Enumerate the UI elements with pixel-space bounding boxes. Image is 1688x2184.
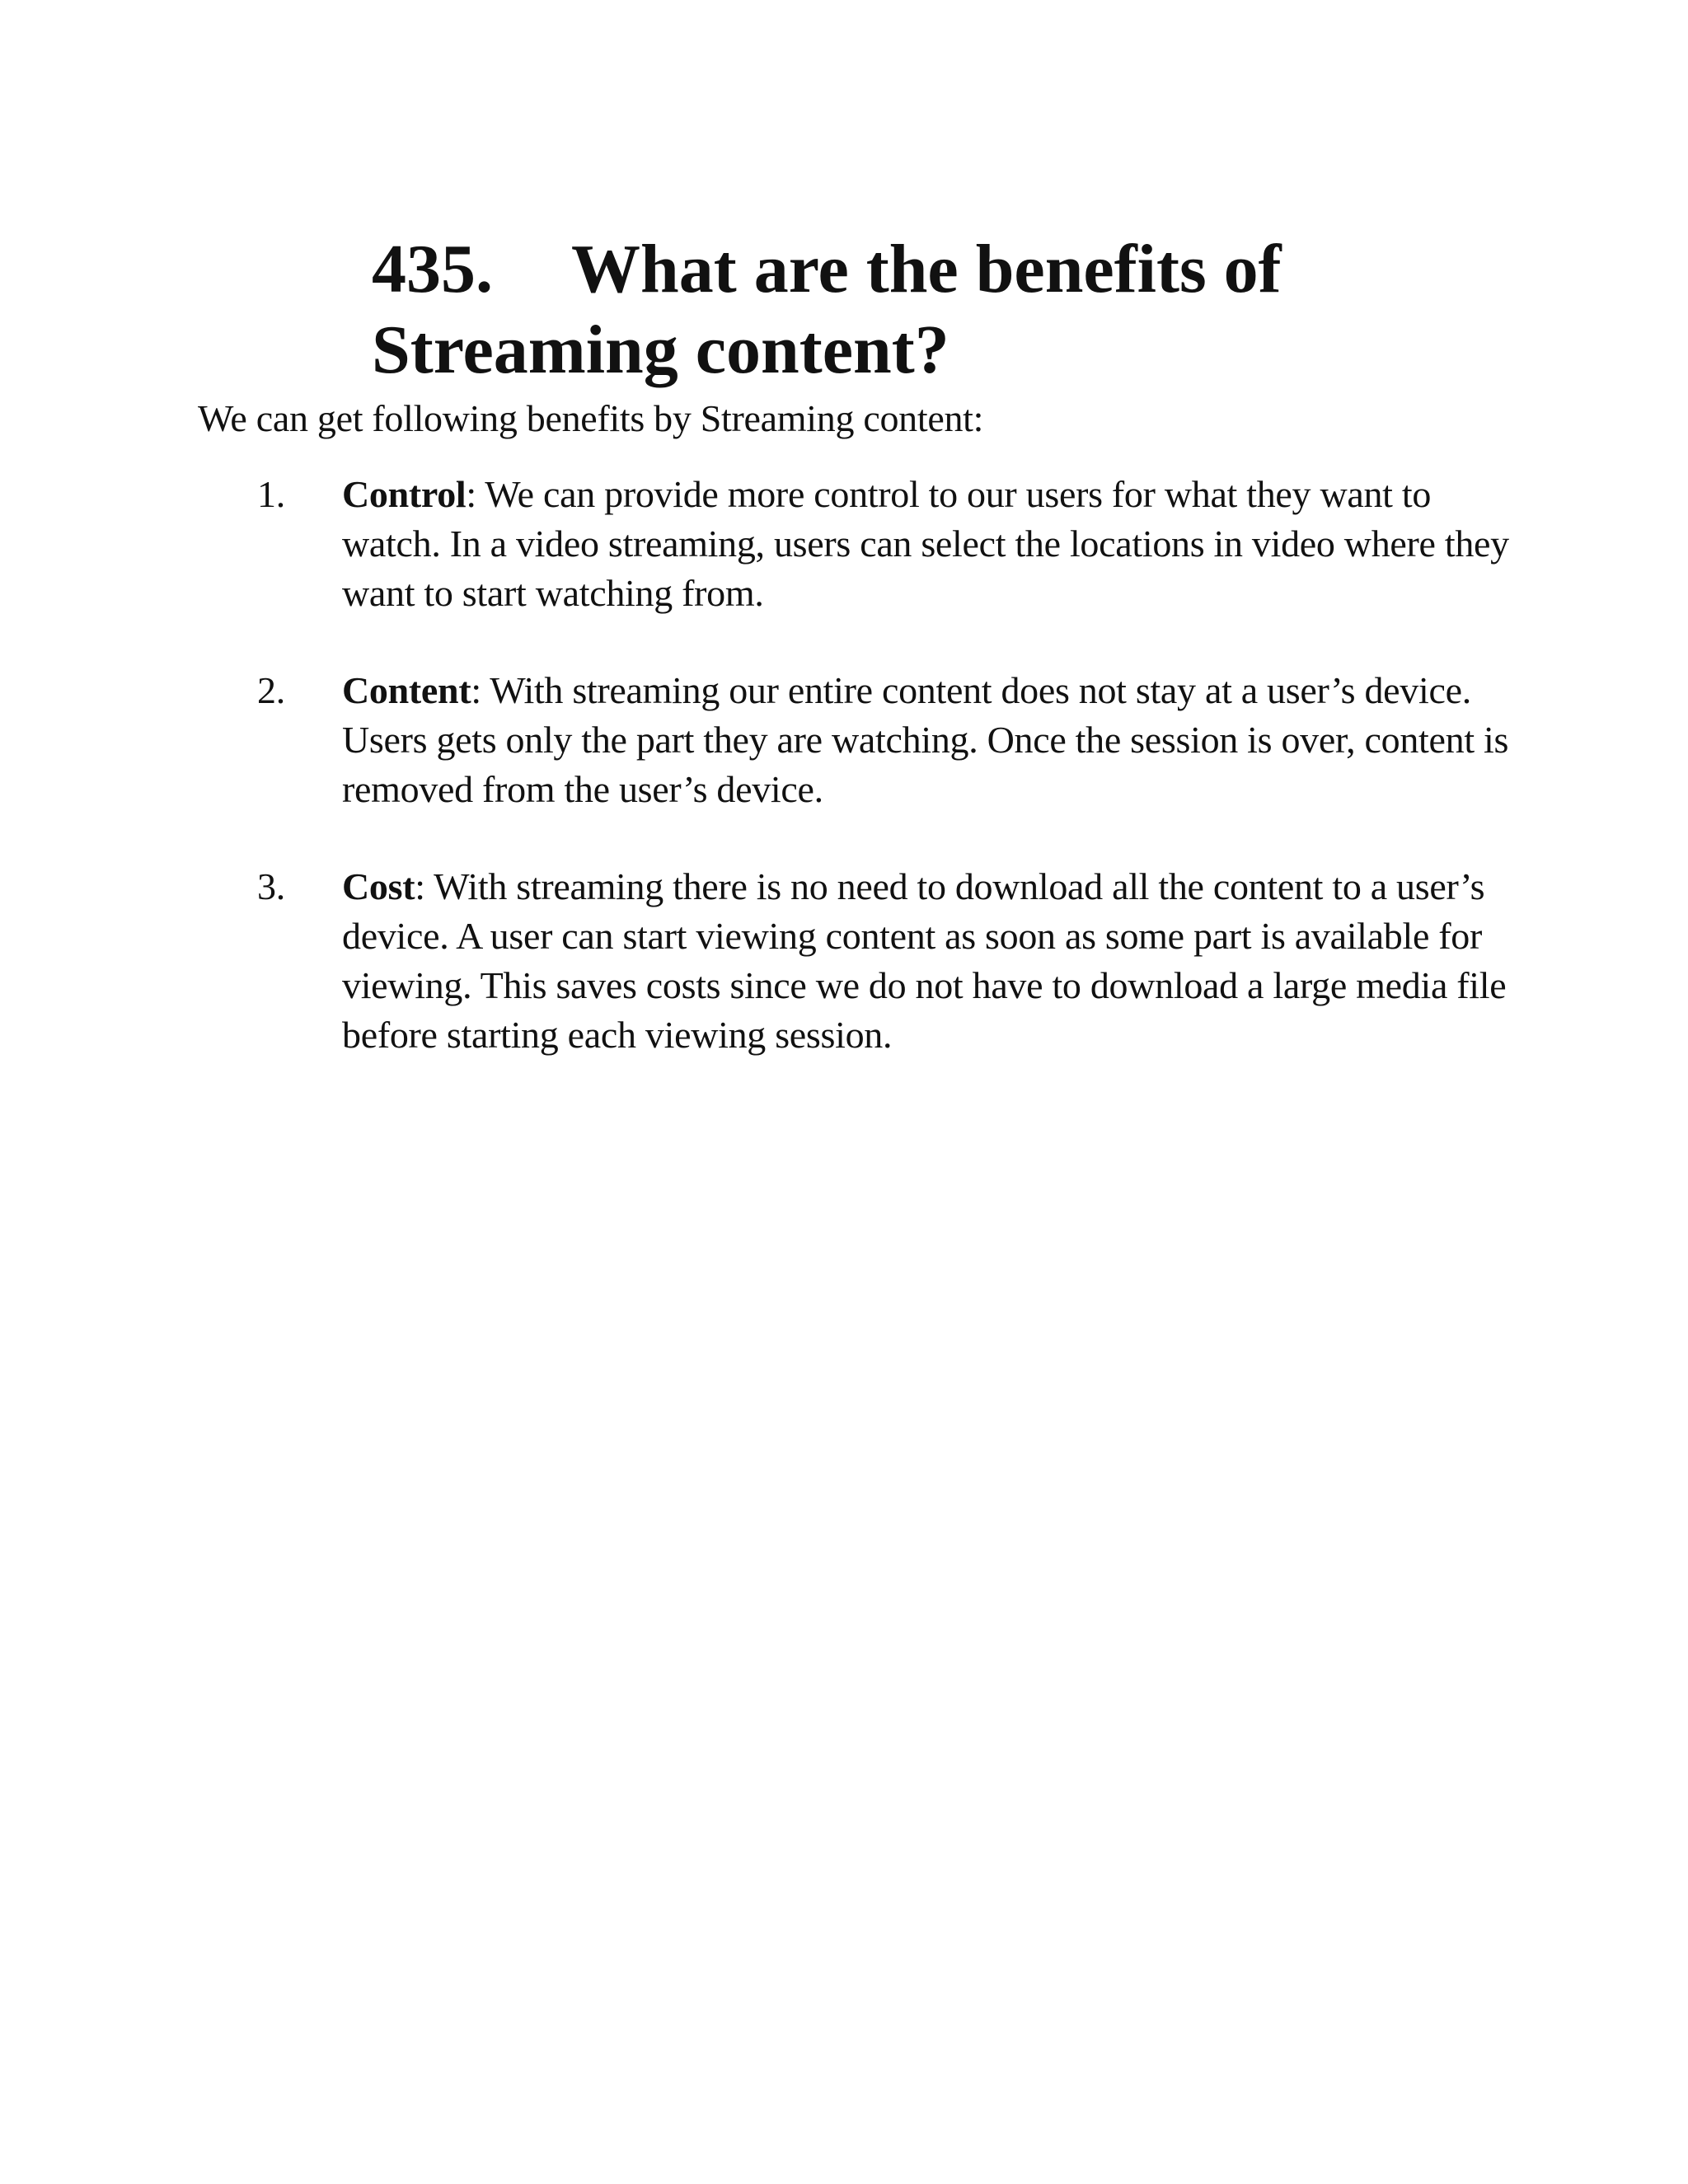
list-marker: 2. bbox=[257, 669, 285, 711]
list-item bbox=[0, 862, 1512, 1060]
list-item-text: : With streaming our entire content does not stay at a user’s device. Users gets only the part they are watching. Once the session is over, content is removed from the user’s device. bbox=[342, 669, 1509, 810]
list-item-term: Cost bbox=[342, 865, 415, 907]
list-item bbox=[0, 470, 1512, 618]
list-item-term: Control bbox=[342, 473, 467, 515]
question-number: 435. bbox=[372, 231, 493, 307]
list-item bbox=[0, 666, 1512, 814]
question-title: What are the benefits of Streaming content? bbox=[372, 231, 1282, 388]
intro-paragraph: We can get following benefits by Streaming content: bbox=[198, 397, 984, 439]
list-item-text: : We can provide more control to our users for what they want to watch. In a video streaming, users can select the locations in video where they want to start watching from. bbox=[342, 473, 1509, 614]
list-marker: 3. bbox=[257, 865, 285, 907]
list-item-term: Content bbox=[342, 669, 471, 711]
question-heading bbox=[372, 229, 1443, 391]
benefits-list bbox=[0, 470, 1688, 1108]
list-item-text: : With streaming there is no need to download all the content to a user’s device. A user can start viewing content as soon as some part is available for viewing. This saves costs since we do not have to download a large media file before starting each viewing session. bbox=[342, 865, 1507, 1056]
list-marker: 1. bbox=[257, 473, 285, 515]
